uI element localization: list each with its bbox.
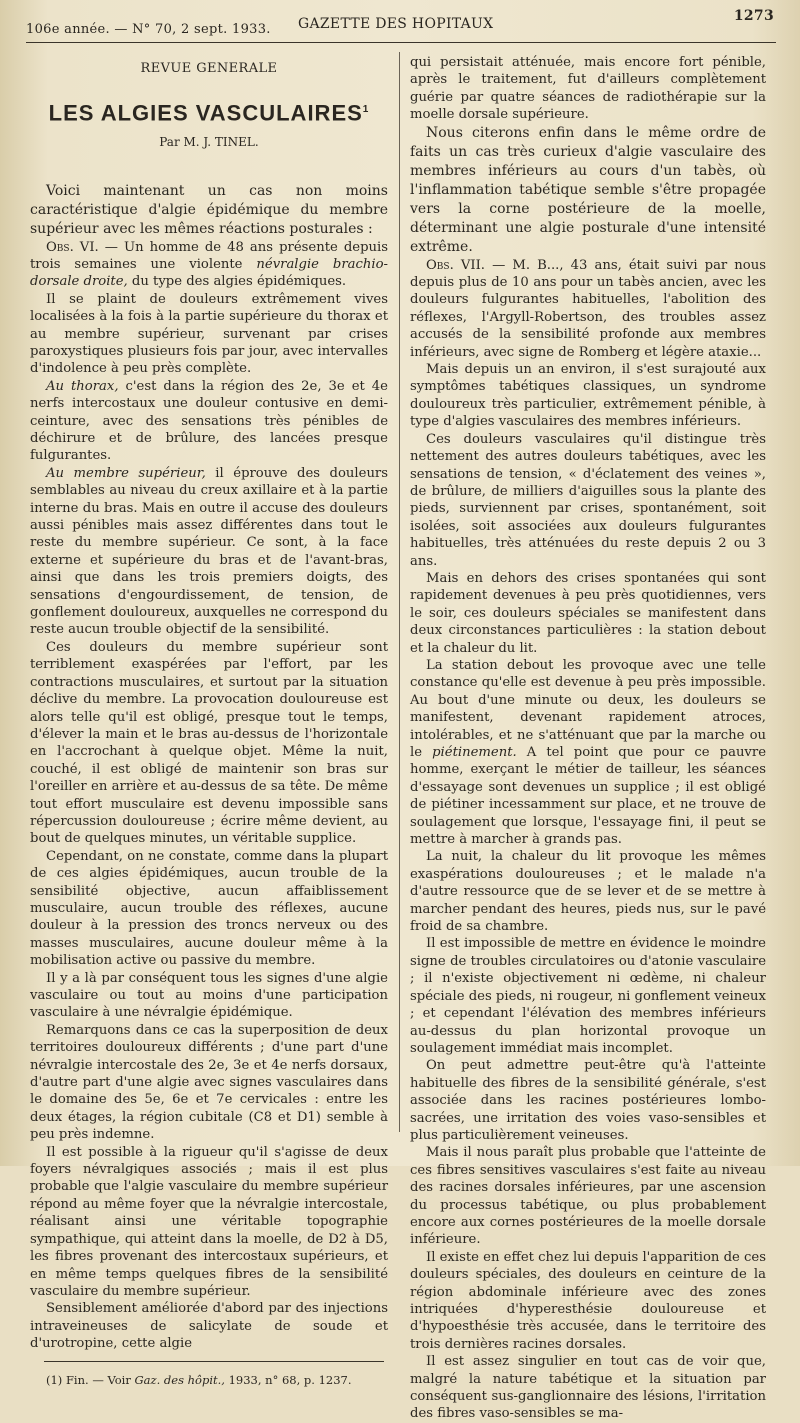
paragraph: Mais il nous paraît plus probable que l'atteinte de ces fibres sensitives vasculaires s'est faite au niveau des racines dorsales inférieures, par une ascension du processus tabétique, ou plus probablement encore aux cornes postérieures de la moelle dorsale inférieure.	[410, 1145, 766, 1248]
paragraph: Cependant, on ne constate, comme dans la plupart de ces algies épidémiques, aucun trouble de la sensibilité objective, aucun affaiblissement musculaire, aucun trouble des réflexes, aucune douleur à la pression des troncs nerveux ou des masses musculaires, aucune douleur même à la mobilisation active ou passive du membre.	[30, 848, 388, 969]
paragraph: Il se plaint de douleurs extrêmement vives localisées à la fois à la partie supérieure du thorax et au membre supérieur, survenant par crises paroxystiques plusieurs fois par jour, avec intervalles d'indolence à peu près complète.	[30, 291, 388, 377]
paragraph: La station debout les provoque avec une telle constance qu'elle est devenue à peu près impossible. Au bout d'une minute ou deux, les douleurs se manifestent, devenant rapidement atroces, intolérables, et ne s'atténuant que par la marche ou le piétinement. A tel point que pour ce pauvre homme, exerçant le métier de tailleur, les séances d'essayage sont devenues un supplice ; il est obligé de piétiner incessamment sur place, et ne trouve de soulagement que lorsque, l'essayage fini, il peut se mettre à marcher à grands pas.	[410, 657, 766, 848]
paragraph: Il y a là par conséquent tous les signes d'une algie vasculaire ou tout au moins d'une participation vasculaire à une névralgie épidémique.	[30, 970, 388, 1021]
intro-paragraph: Voici maintenant un cas non moins caractéristique d'algie épidémique du membre supérieur avec les mêmes réactions posturales :	[30, 182, 388, 237]
footnote: (1) Fin. — Voir Gaz. des hôpit., 1933, n° 68, p. 1237.	[46, 1372, 352, 1387]
paragraph: Mais en dehors des crises spontanées qui sont rapidement devenues à peu près quotidiennes, vers le soir, ces douleurs spéciales se manifestent dans deux circonstances particulières : la station debout et la chaleur du lit.	[410, 570, 766, 656]
journal-name: GAZETTE DES HOPITAUX	[298, 16, 494, 32]
left-column	[30, 54, 388, 1389]
footnote-rule	[44, 1361, 384, 1362]
issue-info: 106e année. — N° 70, 2 sept. 1933.	[26, 22, 271, 37]
running-header	[26, 8, 774, 42]
paragraph: Il existe en effet chez lui depuis l'apparition de ces douleurs spéciales, des douleurs en ceinture de la région abdominale inférieure avec des zones intriquées d'hyperesthésie douloureuse et d'hypoesthésie très accusée, dans le territoire des trois dernières racines dorsales.	[410, 1249, 766, 1352]
paragraph: La nuit, la chaleur du lit provoque les mêmes exaspérations douloureuses ; et le malade n'a d'autre ressource que de se lever et de se mettre à marcher pendant des heures, pieds nus, sur le pavé froid de sa chambre.	[410, 849, 766, 935]
lead-paragraph: Nous citerons enfin dans le même ordre de faits un cas très curieux d'algie vasculaire des membres inférieurs au cours d'un tabès, où l'inflammation tabétique semble s'être propagée vers la corne postérieure de la moelle, déterminant une algie posturale d'une intensité extrême.	[410, 124, 766, 255]
paragraph: Il est impossible de mettre en évidence le moindre signe de troubles circulatoires ou d'atonie vasculaire ; il n'existe objectivement ni œdème, ni chaleur spéciale des pieds, ni rougeur, ni gonflement veineux ; et cependant l'élévation des membres inférieurs au-dessus du plan horizontal provoque un soulagement immédiat mais incomplet.	[410, 936, 766, 1056]
article-title: LES ALGIES VASCULAIRES$^1$	[48, 100, 370, 126]
author-byline: Par M. J. TINEL.	[159, 135, 259, 150]
paragraph: Au membre supérieur, il éprouve des douleurs semblables au niveau du creux axillaire et à la partie interne du bras. Mais en outre il accuse des douleurs aussi pénibles mais assez différentes dans tout le reste du membre supérieur. Ce sont, à la face externe et supérieure du bras et de l'avant-bras, ainsi que dans les trois premiers doigts, des sensations d'engourdissement, de tension, de gonflement douloureux, auxquelles ne correspond du reste aucun trouble objectif de la sensibilité.	[30, 465, 389, 638]
paragraph: Il est assez singulier en tout cas de voir que, malgré la nature tabétique et la situation par conséquent sus-ganglionnaire des lésions, l'irritation des fibres vaso-sensibles se ma-	[410, 1354, 766, 1422]
observation-6-heading: Obs. VI. — Un homme de 48 ans présente depuis trois semaines une violente névralgie brachio-dorsale droite, du type des algies épidémiques.	[30, 239, 388, 290]
paragraph: Sensiblement améliorée d'abord par des injections intraveineuses de salicylate de soude et d'urotropine, cette algie	[30, 1301, 388, 1352]
paragraph: Remarquons dans ce cas la superposition de deux territoires douloureux différents ; d'une part d'une névralgie intercostale des 2e, 3e et 4e nerfs dorsaux, d'autre part d'une algie avec signes vasculaires dans le domaine des 5e, 6e et 7e cervicales : entre les deux étages, la région cubitale (C8 et D1) semble à peu près indemne.	[30, 1022, 388, 1143]
observation-7-heading: Obs. VII. — M. B..., 43 ans, était suivi par nous depuis plus de 10 ans pour un tabès ancien, avec les douleurs fulgurantes habituelles, l'abolition des réflexes, l'Argyll-Robertson, des troubles assez accusés de la sensibilité profonde aux membres inférieurs, avec signe de Romberg et légère ataxie...	[410, 257, 766, 360]
column-divider	[399, 52, 400, 1132]
continued-paragraph: qui persistait atténuée, mais encore fort pénible, après le traitement, fut d'ailleurs complètement guérie par quatre séances de radiothérapie sur la moelle dorsale supérieure.	[410, 55, 766, 123]
title-footnote-mark: 1	[362, 104, 370, 116]
paragraph: Ces douleurs vasculaires qu'il distingue très nettement des autres douleurs tabétiques, avec les sensations de tension, « d'éclatement des veines », de brûlure, de milliers d'aiguilles sous la plante des pieds, surviennent par crises, spontanément, soit isolées, soit associées aux douleurs fulgurantes habituelles, très atténuées du reste depuis 2 ou 3 ans.	[410, 431, 766, 569]
paragraph: Il est possible à la rigueur qu'il s'agisse de deux foyers névralgiques associés ; mais il est plus probable que l'algie vasculaire du membre supérieur répond au même foyer que la névralgie intercostale, réalisant ainsi une véritable topographie sympathique, qui atteint dans la moelle, de D2 à D5, les fibres provenant des intercostaux supérieurs, et en même temps quelques fibres de la sensibilité vasculaire du membre supérieur.	[30, 1144, 388, 1299]
section-heading: REVUE GENERALE	[140, 61, 278, 76]
paragraph: Au thorax, c'est dans la région des 2e, 3e et 4e nerfs intercostaux une douleur contusive en demi-ceinture, avec des sensations très pénibles de déchirure et de brûlure, des lancées presque fulgurantes.	[30, 378, 388, 464]
header-rule	[26, 42, 776, 43]
page-number: 1273	[733, 8, 774, 24]
paragraph: Ces douleurs du membre supérieur sont terriblement exaspérées par l'effort, par les contractions musculaires, et surtout par la situation déclive du membre. La provocation douloureuse est alors telle qu'il est obligé, presque tout le temps, d'élever la main et le bras au-dessus de l'horizontale en l'accrochant à quelque objet. Même la nuit, couché, il est obligé de maintenir son bras sur l'oreiller en arrière et au-dessus de sa tête. De même tout effort musculaire est devenu impossible sans répercussion douloureuse ; écrire même devient, au bout de quelques minutes, un véritable supplice.	[30, 639, 388, 847]
right-column	[410, 54, 766, 1423]
paragraph: On peut admettre peut-être qu'à l'atteinte habituelle des fibres de la sensibilité générale, s'est associée dans les racines postérieures lombo-sacrées, une irritation des voies vaso-sensibles et plus particulièrement veineuses.	[410, 1058, 766, 1143]
paragraph: Mais depuis un an environ, il s'est surajouté aux symptômes tabétiques classiques, un syndrome douloureux très particulier, extrêmement pénible, à type d'algies vasculaires des membres inférieurs.	[410, 362, 766, 430]
